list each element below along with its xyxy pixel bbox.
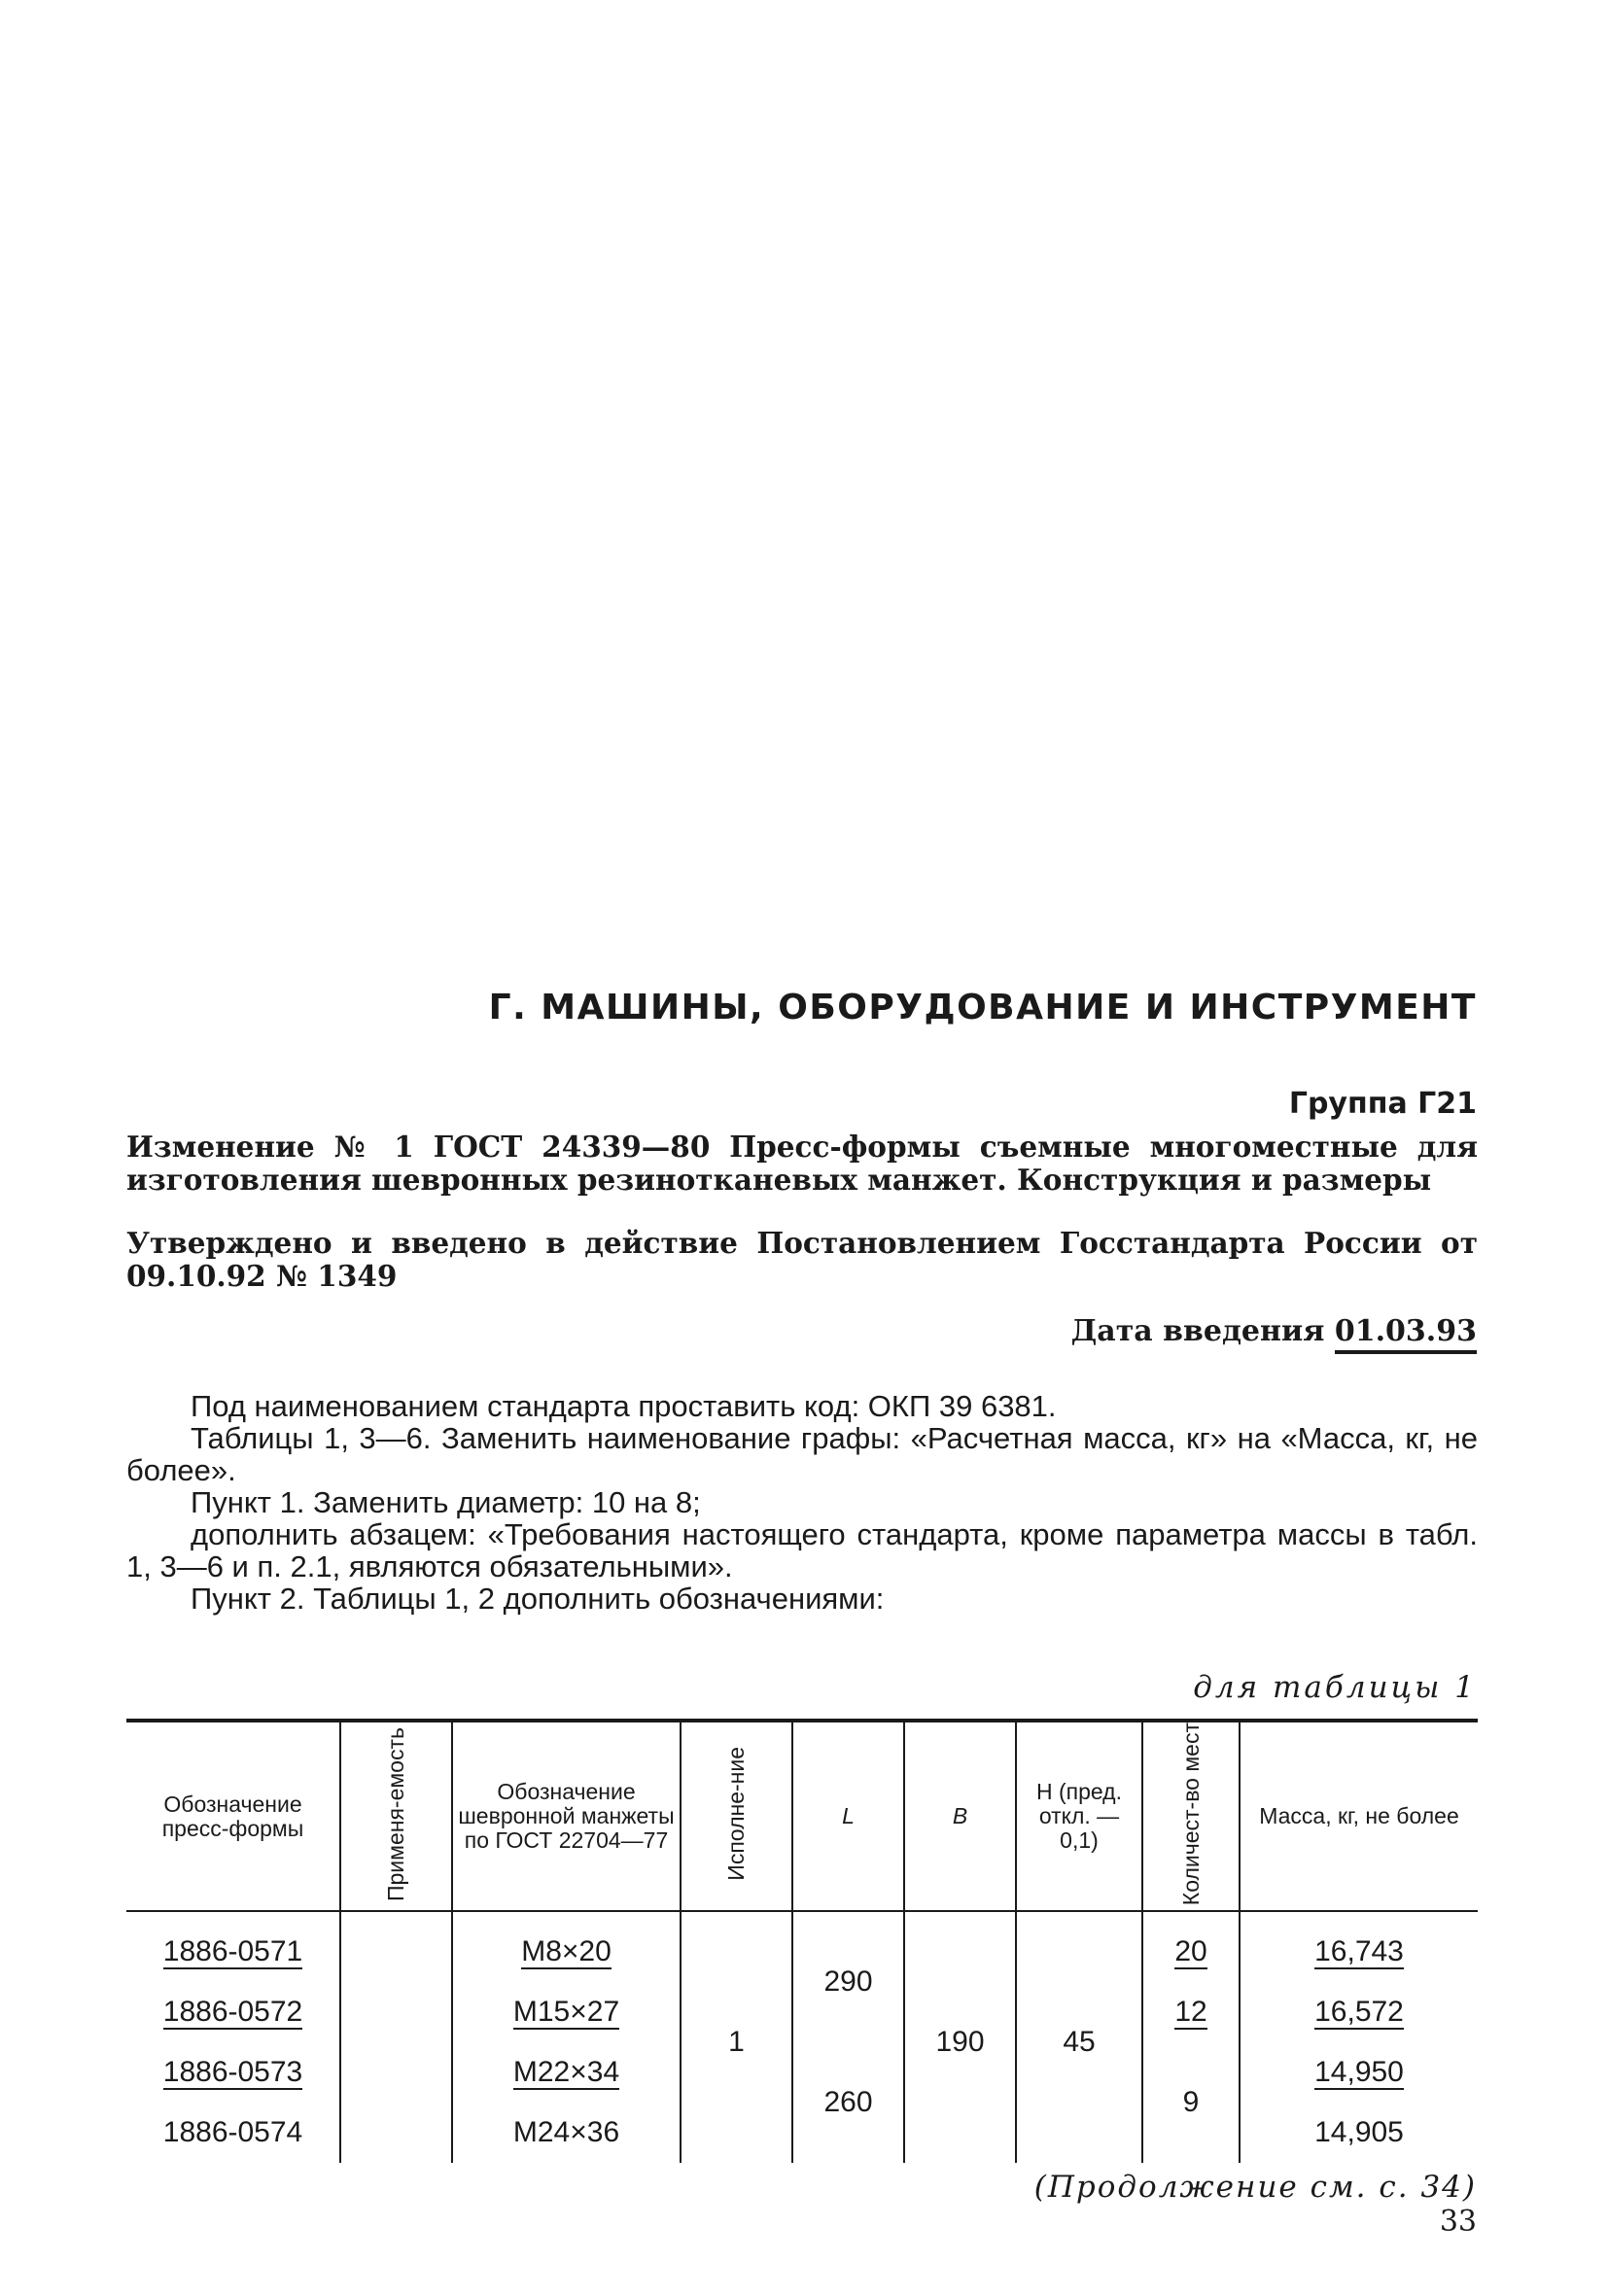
paragraph: Под наименованием стандарта проставить код: ОКП 39 6381. [191,1389,1057,1423]
cell-mass: 16,743 [1240,1911,1478,1982]
body-text [126,1390,1478,1615]
col-header-h: H (пред. откл. —0,1) [1016,1721,1142,1911]
cell-designation: 1886-0574 [126,2103,340,2163]
cell-mass: 14,905 [1240,2103,1478,2163]
paragraph: Пункт 1. Заменить диаметр: 10 на 8; [191,1485,701,1519]
paragraph: Таблицы 1, 3—6. Заменить наименование графы: «Расчетная масса, кг» на «Масса, кг, не более». [126,1421,1478,1487]
cell-designation: 1886-0573 [126,2042,340,2103]
cell-applicability [340,1982,452,2042]
col-header-applicability: Применя-емость [340,1721,452,1911]
cell-places: 20 [1142,1911,1240,1982]
table-row [126,1911,1478,1982]
table-header-row [126,1721,1478,1911]
cell-version: 1 [681,1911,792,2163]
cell-applicability [340,1911,452,1982]
amendment-title: Изменение № 1 ГОСТ 24339—80 Пресс-формы съемные многоместные для изготовления шевронных резинотканевых манжет. Конструкция и размеры [126,1130,1478,1197]
introduction-date [1071,1314,1477,1348]
group-label: Группа Г21 [1288,1087,1477,1121]
cell-designation: 1886-0571 [126,1911,340,1982]
approval-text: Утверждено и введено в действие Постановлением Госстандарта России от 09.10.92 № 1349 [126,1226,1478,1293]
table-caption: для таблицы 1 [1193,1670,1477,1705]
cell-mass: 14,950 [1240,2042,1478,2103]
cell-b: 190 [904,1911,1016,2163]
date-label: Дата введения [1070,1314,1325,1348]
section-title: Г. МАШИНЫ, ОБОРУДОВАНИЕ И ИНСТРУМЕНТ [488,988,1477,1027]
page-number: 33 [1439,2205,1477,2239]
col-header-cuff: Обозначение шевронной манжеты по ГОСТ 22704—77 [452,1721,681,1911]
cell-places: 12 [1142,1982,1240,2042]
paragraph: Пункт 2. Таблицы 1, 2 дополнить обозначениями: [191,1582,885,1616]
cell-places-merged: 9 [1142,2042,1240,2163]
cell-cuff: M24×36 [452,2103,681,2163]
col-header-mass: Масса, кг, не более [1240,1721,1478,1911]
col-header-designation: Обозначение пресс-формы [126,1721,340,1911]
cell-l-top: 290 [792,1911,904,2042]
cell-cuff: M8×20 [452,1911,681,1982]
paragraph: дополнить абзацем: «Требования настоящего стандарта, кроме параметра массы в табл. 1, 3—6 и п. 2.1, являются обязательными». [126,1517,1478,1583]
cell-l-bottom: 260 [792,2042,904,2163]
cell-h: 45 [1016,1911,1142,2163]
table-row [126,2042,1478,2103]
cell-designation: 1886-0572 [126,1982,340,2042]
col-header-places: Количест-во мест [1142,1721,1240,1911]
cell-cuff: M15×27 [452,1982,681,2042]
col-header-l: L [792,1721,904,1911]
cell-cuff: M22×34 [452,2042,681,2103]
col-header-version: Исполне-ние [681,1721,792,1911]
continued-note: (Продолжение см. с. 34) [1033,2170,1477,2205]
cell-mass: 16,572 [1240,1982,1478,2042]
col-header-b: B [904,1721,1016,1911]
cell-applicability [340,2103,452,2163]
cell-applicability [340,2042,452,2103]
data-table [126,1719,1478,2163]
date-value: 01.03.93 [1335,1314,1477,1354]
